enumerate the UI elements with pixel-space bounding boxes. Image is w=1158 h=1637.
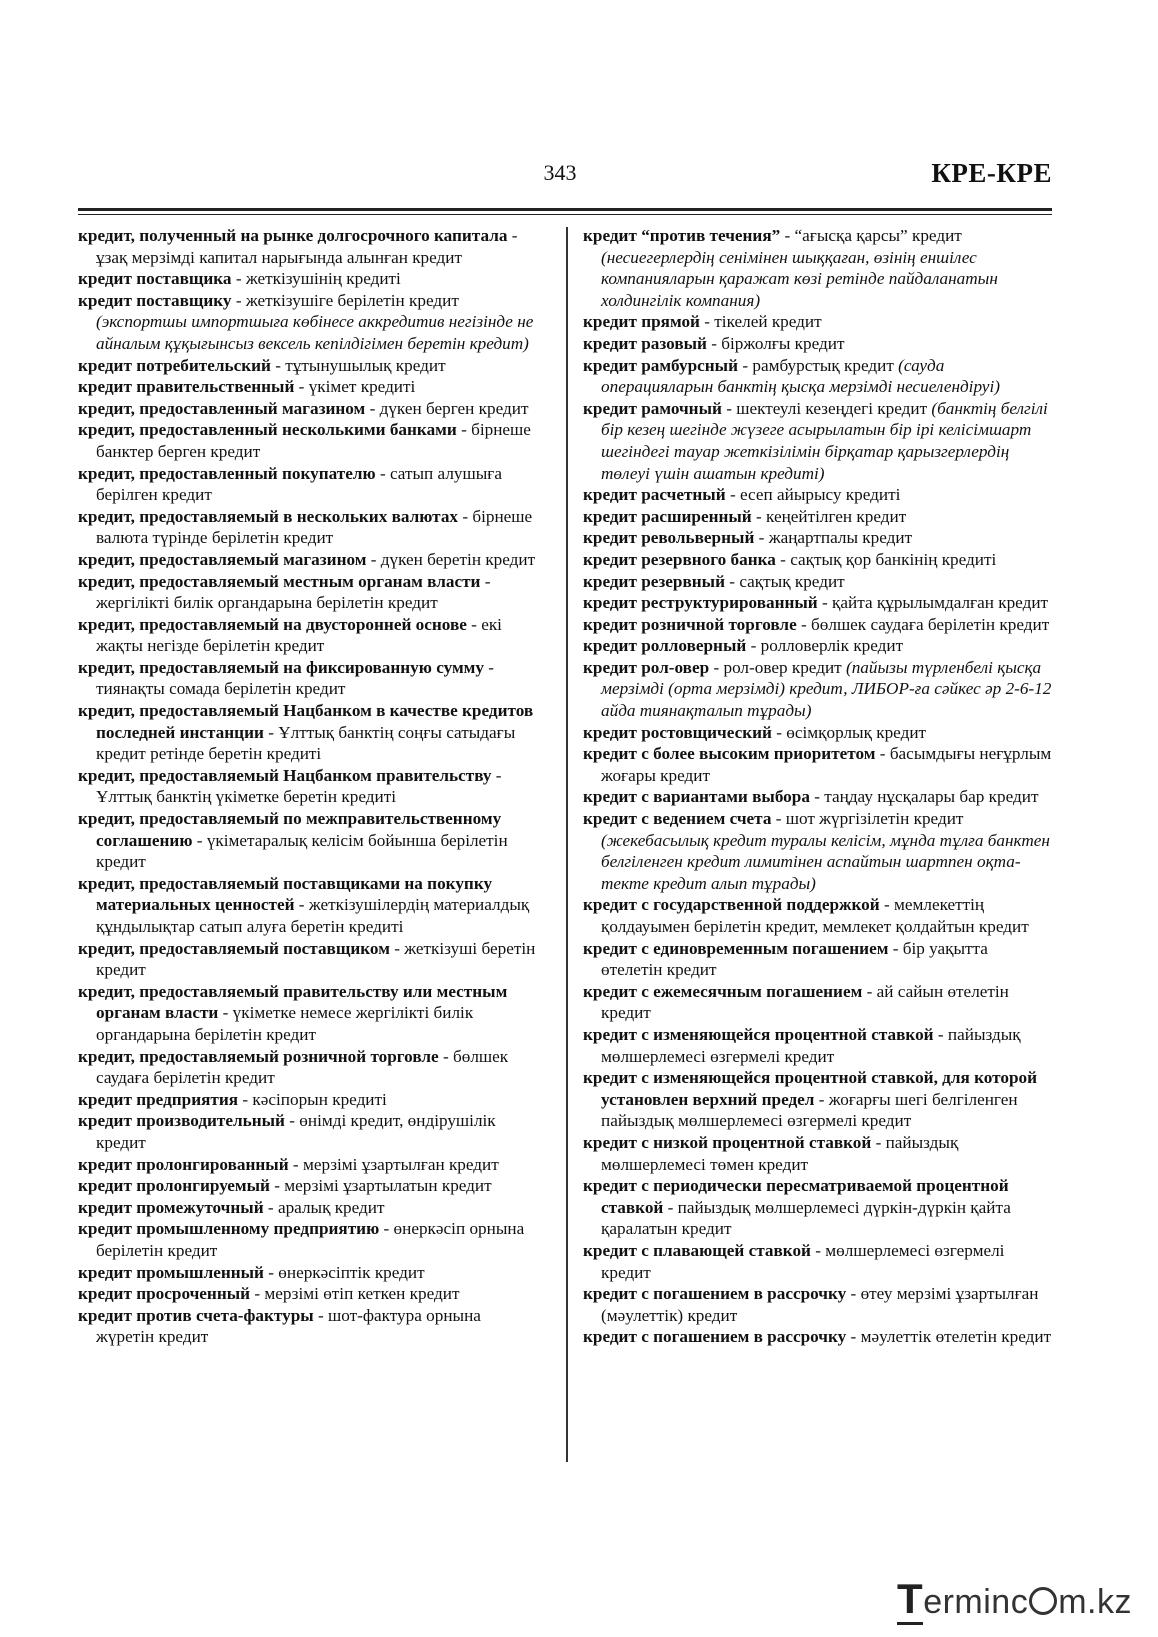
entry-term: кредит, предоставляемый Нацбанком правительству [78, 765, 492, 785]
entry-separator: - [491, 765, 502, 785]
entry-term: кредит розничной торговле [583, 614, 797, 634]
dictionary-entry [78, 1305, 540, 1348]
header-rule-thin [78, 214, 1052, 215]
watermark-text-end: m.kz [1058, 1583, 1132, 1621]
entry-separator: - [507, 226, 518, 245]
entry-translation: пайыздық мөлшерлемесі төмен кредит [601, 1132, 959, 1174]
entry-separator: - [846, 1284, 861, 1304]
entry-translation: мерзімі өтіп кеткен кредит [264, 1284, 460, 1304]
entry-term: кредит ролловерный [583, 636, 747, 656]
entry-separator: - [888, 938, 903, 958]
entry-term: кредит просроченный [78, 1284, 251, 1304]
dictionary-entry [78, 290, 540, 355]
entry-translation: пайыздық мөлшерлемесі өзгермелі кредит [601, 1024, 1021, 1066]
entry-translation: жаңартпалы кредит [768, 528, 913, 548]
header-rule [78, 208, 1052, 211]
dictionary-entry [78, 1154, 540, 1176]
entry-separator: - [284, 1111, 300, 1131]
entry-separator: - [738, 355, 753, 375]
entry-translation: сақтық кредит [739, 571, 845, 591]
entry-term: кредит реструктурированный [583, 593, 818, 613]
dictionary-entry [583, 527, 1053, 549]
entry-note: (несиегерлердің сенімінен шыққаған, өзінің еншілес компанияларын қаражат көзі ретінде пайдаланатын холдингілік компания) [601, 247, 998, 310]
entry-translation: өнімді кредит, өндірушілік кредит [96, 1111, 496, 1152]
entry-separator: - [294, 895, 309, 915]
entry-term: кредит предприятия [78, 1089, 239, 1109]
entry-separator: - [871, 1132, 886, 1152]
entry-term: кредит поставщика [78, 269, 232, 289]
dictionary-entry [583, 355, 1053, 398]
dictionary-entry [583, 981, 1053, 1024]
entry-term: кредит с изменяющейся процентной ставкой [583, 1024, 934, 1044]
entry-translation: кеңейтілген кредит [766, 506, 907, 526]
entry-translation: жеткізушіге берілетін кредит [245, 290, 459, 310]
entry-term: кредит, предоставленный покупателю [78, 463, 376, 483]
entry-separator: - [754, 528, 769, 548]
entry-translation: сатып алушыға берілген кредит [96, 463, 502, 505]
entry-translation: кәсіпорын кредиті [252, 1089, 387, 1109]
entry-separator: - [706, 333, 722, 353]
page-header-title: КРЕ-КРЕ [931, 158, 1052, 188]
entry-translation: өнеркәсіптік кредит [278, 1262, 425, 1282]
dictionary-entry [78, 1175, 540, 1197]
entry-term: кредит, предоставляемый поставщиками на покупку материальных ценностей [78, 873, 493, 915]
entry-translation: мерзімі ұзартылатын кредит [284, 1176, 492, 1196]
entry-separator: - [456, 420, 472, 440]
entry-term: кредит пролонгируемый [78, 1176, 270, 1196]
entry-translation: ай сайын өтелетін кредит [601, 981, 1009, 1023]
entry-term: кредит прямой [583, 312, 700, 332]
entry-term: кредит, полученный на рынке долгосрочного капитала [78, 226, 508, 245]
entry-translation: жеткізушілердің материалдық құндылықтар сатып алуға беретін кредиті [96, 895, 530, 936]
entry-translation: рол-овер кредит [723, 657, 842, 677]
entry-translation: өсімқорлық кредит [786, 722, 927, 742]
dictionary-entry [78, 376, 540, 398]
entry-term: кредит с периодически пересматриваемой процентной ставкой [583, 1176, 1009, 1217]
entry-separator: - [250, 1284, 265, 1304]
entry-term: кредит с единовременным погашением [583, 938, 889, 958]
entry-separator: - [810, 1240, 826, 1260]
entry-translation: біржолғы кредит [721, 333, 845, 353]
entry-term: кредит промышленному предприятию [78, 1219, 380, 1239]
column-divider [566, 227, 568, 1462]
entry-term: кредит расчетный [583, 485, 726, 505]
dictionary-entry [78, 268, 540, 290]
entry-translation: бірнеше валюта түрінде берілетін кредит [96, 506, 533, 548]
entry-separator: - [365, 398, 380, 418]
entry-separator: - [933, 1024, 948, 1044]
entry-term: кредит расширенный [583, 506, 752, 526]
entry-translation: жергілікті билік органдарына берілетін кредит [96, 593, 438, 613]
entry-separator: - [458, 506, 473, 526]
entry-separator: - [814, 1089, 829, 1109]
dictionary-entry [583, 484, 1053, 506]
dictionary-entry [583, 398, 1053, 484]
entry-term: кредит ростовщический [583, 722, 772, 742]
entry-translation: жеткізуші беретін кредит [96, 938, 536, 980]
dictionary-entry [78, 225, 540, 268]
entry-separator: - [218, 1003, 233, 1023]
entry-translation: шектеулі кезеңдегі кредит [736, 398, 928, 418]
entry-separator: - [709, 657, 724, 677]
entry-term: кредит с ежемесячным погашением [583, 981, 863, 1001]
entry-separator: - [231, 290, 246, 310]
entry-translation: үкіметаралық келісім бойынша берілетін кредит [96, 830, 508, 872]
entry-term: кредит, предоставляемый местным органам власти [78, 571, 481, 591]
dictionary-entry [78, 398, 540, 420]
entry-separator: - [699, 312, 715, 332]
dictionary-entry [583, 1024, 1053, 1067]
entry-term: кредит с государственной поддержкой [583, 895, 880, 915]
entry-separator: - [238, 1089, 253, 1109]
watermark-o-icon [1029, 1587, 1057, 1615]
entry-note: (пайызы түрленбелі қысқа мерзімді (орта мерзімді) кредит, ЛИБОР-ға сәйкес әр 2-6-12 айда тиянақталып тұрады) [601, 657, 1052, 721]
entry-separator: - [231, 269, 246, 289]
entry-separator: - [771, 809, 786, 829]
watermark-text-start: erminc [923, 1583, 1029, 1621]
entry-term: кредит, предоставленный несколькими банками [78, 420, 457, 440]
dictionary-entry [78, 614, 540, 657]
entry-translation: шот-фактура орнына жүретін кредит [96, 1305, 481, 1347]
dictionary-entry [583, 1240, 1053, 1283]
entry-translation: бөлшек саудаға берілетін кредит [96, 1046, 509, 1088]
entry-separator: - [480, 571, 491, 591]
page-number: 343 [543, 160, 577, 185]
entry-term: кредит рамбурсный [583, 355, 739, 375]
entry-separator: - [438, 1046, 454, 1066]
dictionary-entry [78, 765, 540, 808]
dictionary-entry [583, 938, 1053, 981]
entry-separator: - [270, 355, 286, 375]
entry-separator: - [746, 636, 761, 656]
entry-translation: “ағысқа қарсы” кредит [794, 226, 962, 245]
dictionary-entry [583, 225, 1053, 311]
entry-term: кредит правительственный [78, 377, 295, 397]
dictionary-entry [78, 355, 540, 377]
entry-separator: - [775, 549, 791, 569]
entry-separator: - [725, 485, 740, 505]
entry-term: кредит, предоставляемый правительству или местным органам власти [78, 981, 508, 1023]
dictionary-entry [78, 873, 540, 938]
entry-translation: жеткізушінің кредиті [245, 269, 401, 289]
entry-term: кредит производительный [78, 1111, 285, 1131]
left-column [78, 225, 540, 1348]
entry-separator: - [379, 1219, 394, 1239]
dictionary-entry [78, 1046, 540, 1089]
watermark-t: T [897, 1575, 923, 1625]
entry-translation: тиянақты сомада берілетін кредит [96, 679, 346, 699]
entry-separator: - [809, 787, 825, 807]
entry-term: кредит резервный [583, 571, 725, 591]
dictionary-entry [583, 722, 1053, 744]
entry-separator: - [751, 506, 767, 526]
entry-separator: - [313, 1305, 329, 1325]
entry-term: кредит с погашением в рассрочку [583, 1327, 847, 1347]
entry-term: кредит разовый [583, 333, 707, 353]
dictionary-entry [78, 981, 540, 1046]
entry-separator: - [780, 226, 795, 245]
entry-term: кредит поставщику [78, 290, 232, 310]
dictionary-entry [583, 333, 1053, 355]
entry-translation: басымдығы неғұрлым жоғары кредит [601, 744, 1052, 785]
entry-translation: бірнеше банктер берген кредит [96, 420, 531, 461]
entry-translation: таңдау нұсқалары бар кредит [824, 787, 1039, 807]
entry-translation: бөлшек саудаға берілетін кредит [811, 614, 1050, 634]
entry-translation: үкімет кредиті [308, 377, 416, 397]
entry-separator: - [263, 1197, 278, 1217]
entry-translation: ұзақ мерзімді капитал нарығында алынған кредит [96, 247, 462, 267]
entry-separator: - [192, 830, 207, 850]
dictionary-entry [583, 786, 1053, 808]
dictionary-entry [78, 419, 540, 462]
entry-translation: тұтынушылық кредит [285, 355, 446, 375]
entry-translation: екі жақты негізде берілетін кредит [96, 614, 502, 656]
entry-separator: - [288, 1154, 303, 1174]
entry-term: кредит с изменяющейся процентной ставкой, для которой установлен верхний предел [583, 1068, 1038, 1109]
entry-term: кредит, предоставленный магазином [78, 398, 366, 418]
dictionary-entry [78, 657, 540, 700]
dictionary-entry [583, 1283, 1053, 1326]
right-column [583, 225, 1053, 1348]
dictionary-entry [583, 894, 1053, 937]
entry-separator: - [862, 981, 877, 1001]
entry-term: кредит, предоставляемый розничной торговле [78, 1046, 439, 1066]
entry-translation: қайта құрылымдалған кредит [832, 593, 1049, 613]
entry-term: кредит, предоставляемый по межправительственному соглашению [78, 809, 502, 850]
entry-separator: - [269, 1176, 285, 1196]
entry-translation: мерзімі ұзартылған кредит [302, 1154, 499, 1174]
dictionary-entry [78, 1110, 540, 1153]
entry-separator: - [817, 593, 833, 613]
entry-term: кредит пролонгированный [78, 1154, 289, 1174]
entry-term: кредит промышленный [78, 1262, 264, 1282]
entry-translation: дүкен беретін кредит [380, 549, 536, 569]
entry-separator: - [796, 614, 812, 634]
entry-term: кредит с погашением в рассрочку [583, 1284, 847, 1304]
dictionary-entry [78, 549, 540, 571]
entry-translation: өнеркәсіп орнына берілетін кредит [96, 1219, 525, 1260]
entry-separator: - [466, 614, 482, 634]
entry-separator: - [875, 744, 890, 764]
dictionary-entry [583, 614, 1053, 636]
entry-term: кредит револьверный [583, 528, 755, 548]
entry-translation: мәулеттік өтелетін кредит [860, 1327, 1052, 1347]
dictionary-entry [583, 657, 1053, 722]
entry-translation: Ұлттық банктің үкіметке беретін кредиті [96, 787, 396, 807]
dictionary-entry [583, 1326, 1053, 1348]
entry-separator: - [484, 657, 495, 677]
entry-translation: өтеу мерзімі ұзартылған (мәулеттік) кредит [601, 1284, 1039, 1325]
entry-term: кредит с вариантами выбора [583, 787, 810, 807]
dictionary-entry [583, 808, 1053, 894]
dictionary-entry [583, 592, 1053, 614]
entry-translation: ролловерлік кредит [760, 636, 904, 656]
entry-term: кредит с ведением счета [583, 809, 772, 829]
entry-translation: Ұлттық банктің соңғы сатыдағы кредит ретінде беретін кредиті [96, 722, 516, 764]
entry-term: кредит “против течения” [583, 226, 781, 245]
entry-separator: - [389, 938, 405, 958]
dictionary-entry [583, 1175, 1053, 1240]
dictionary-entry [583, 549, 1053, 571]
entry-separator: - [263, 722, 279, 742]
dictionary-entry [78, 1283, 540, 1305]
entry-translation: бір уақытта өтелетін кредит [601, 938, 988, 980]
entry-translation: аралық кредит [277, 1197, 385, 1217]
entry-term: кредит рамочный [583, 398, 722, 418]
entry-note: (банктің белгілі бір кезең шегінде жүзеге асырылатын бір ірі келісімшарт шегіндегі тауар жеткізілімін бірқатар қарызгерлердің төлеуі үшін ашатын кредиті) [601, 398, 1048, 483]
dictionary-entry [78, 571, 540, 614]
entry-translation: үкіметке немесе жергілікті билік органдарына берілетін кредит [96, 1003, 474, 1044]
entry-term: кредит, предоставляемый магазином [78, 549, 367, 569]
entry-separator: - [725, 571, 740, 591]
dictionary-entry [583, 311, 1053, 333]
entry-translation: пайыздық мөлшерлемесі дүркін-дүркін қайта қаралатын кредит [601, 1197, 1011, 1239]
entry-separator: - [663, 1197, 678, 1217]
watermark-logo [897, 1575, 1132, 1623]
entry-term: кредит промежуточный [78, 1197, 264, 1217]
entry-term: кредит резервного банка [583, 549, 776, 569]
dictionary-entry [583, 506, 1053, 528]
entry-translation: рамбурстық кредит [752, 355, 894, 375]
dictionary-entry [78, 938, 540, 981]
dictionary-entry [78, 1089, 540, 1111]
entry-term: кредит против счета-фактуры [78, 1305, 314, 1325]
entry-term: кредит с плавающей ставкой [583, 1240, 811, 1260]
entry-translation: сақтық қор банкінің кредиті [790, 549, 997, 569]
dictionary-entry [583, 743, 1053, 786]
entry-separator: - [375, 463, 390, 483]
entry-term: кредит, предоставляемый Нацбанком в качестве кредитов последней инстанции [78, 701, 534, 742]
entry-translation: тікелей кредит [714, 312, 822, 332]
entry-term: кредит, предоставляемый на фиксированную сумму [78, 657, 484, 677]
entry-term: кредит рол-овер [583, 657, 710, 677]
dictionary-entry [78, 1197, 540, 1219]
dictionary-entry [78, 808, 540, 873]
entry-separator: - [846, 1327, 861, 1347]
entry-separator: - [366, 549, 381, 569]
entry-separator: - [771, 722, 787, 742]
dictionary-entry [78, 1218, 540, 1261]
entry-term: кредит, предоставляемый поставщиком [78, 938, 390, 958]
entry-term: кредит с более высоким приоритетом [583, 744, 876, 764]
entry-term: кредит потребительский [78, 355, 271, 375]
dictionary-entry [583, 571, 1053, 593]
entry-translation: есеп айырысу кредиті [739, 485, 901, 505]
entry-translation: дүкен берген кредит [379, 398, 529, 418]
entry-translation: шот жүргізілетін кредит [785, 809, 964, 829]
entry-note: (экспортшы импортшыға көбінесе аккредитив негізінде не айналым құқығынсыз вексель кепілдігімен беретін кредит) [96, 312, 534, 353]
entry-separator: - [721, 398, 737, 418]
entry-translation: мемлекеттің қолдауымен берілетін кредит, мемлекет қолдайтын кредит [601, 895, 1029, 936]
entry-separator: - [263, 1262, 279, 1282]
dictionary-entry [78, 463, 540, 506]
entry-separator: - [879, 895, 894, 915]
entry-translation: жоғарғы шегі белгіленген пайыздық мөлшерлемесі өзгермелі кредит [601, 1089, 1018, 1131]
dictionary-entry [583, 635, 1053, 657]
dictionary-entry [78, 700, 540, 765]
dictionary-entry [583, 1067, 1053, 1132]
entry-separator: - [294, 377, 309, 397]
dictionary-entry [78, 506, 540, 549]
dictionary-entry [78, 1262, 540, 1284]
entry-note: (жекебасылық кредит туралы келісім, мұнда тұлға банктен белгіленген кредит лимитінен аспайтын шартпен оқта-текте кредит алып тұрады) [601, 830, 1050, 893]
entry-note: (сауда операцияларын банктің қысқа мерзімді несиелендіруі) [601, 355, 1000, 397]
entry-translation: мөлшерлемесі өзгермелі кредит [601, 1240, 1005, 1282]
entry-term: кредит с низкой процентной ставкой [583, 1132, 872, 1152]
entry-term: кредит, предоставляемый в нескольких валютах [78, 506, 459, 526]
dictionary-entry [583, 1132, 1053, 1175]
entry-term: кредит, предоставляемый на двусторонней основе [78, 614, 467, 634]
